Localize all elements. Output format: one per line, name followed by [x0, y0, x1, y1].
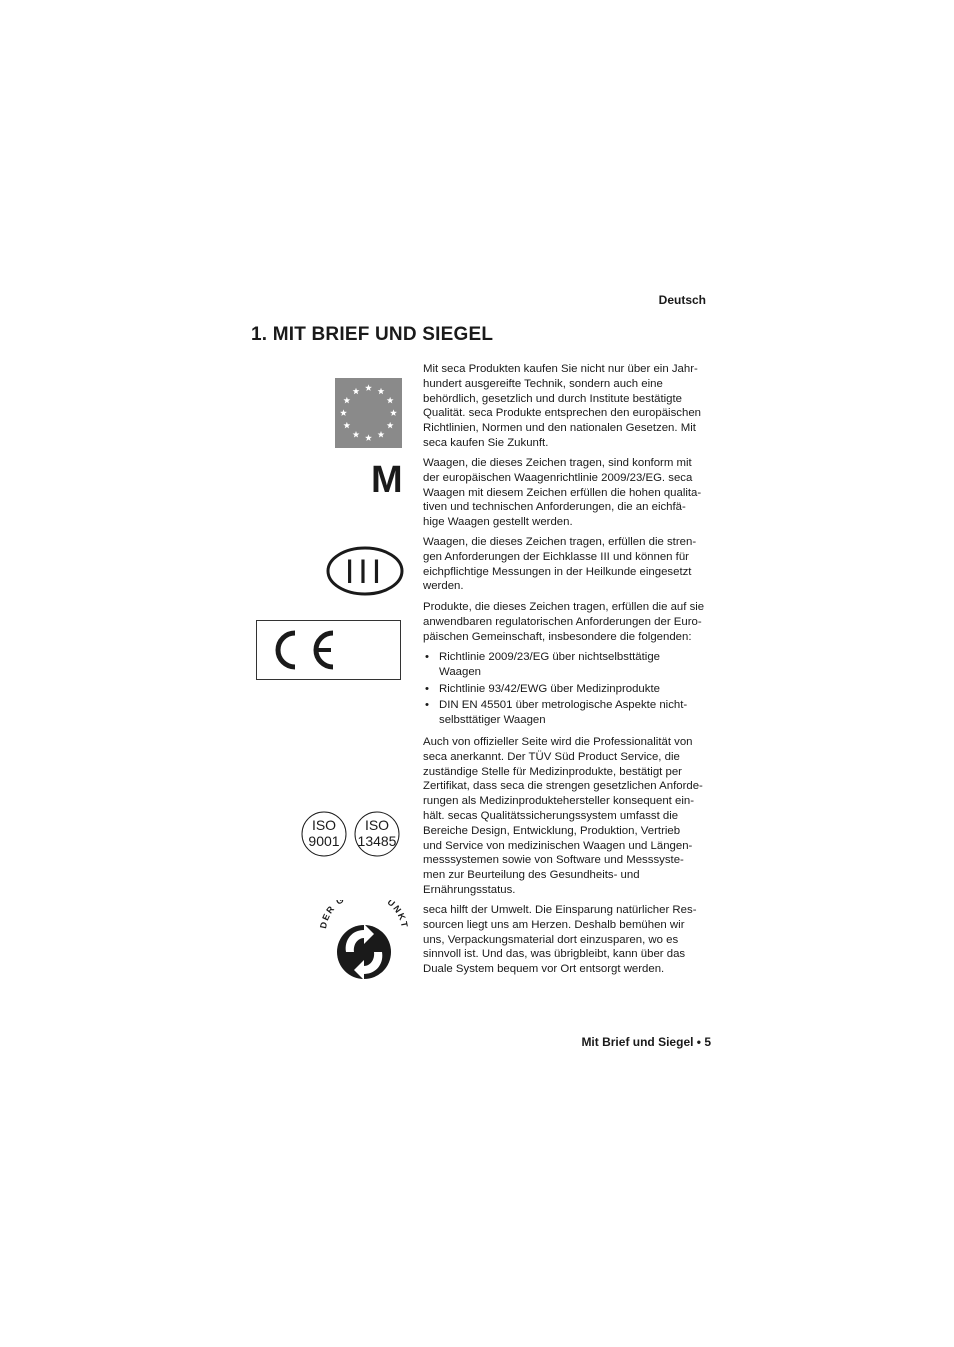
iso-paragraph: Auch von offizieller Seite wird die Professionalität von seca anerkannt. Der TÜV Süd Product Service, die zuständige Stelle für Medizinprodukte, bestätigt per Zertifikat, dass seca die strengen gesetzlichen Anforde- rungen als Medizinproduktehersteller konsequent ein- hält. secas Qualitätssicherungssystem umfasst die Bereiche Design, Entwicklung, Produktion, Vertrieb und Service von medizinischen Waagen und Längen- messsystemen sowie von Software und Messsyste- men zur Beurteilung des Gesundheits- und Ernährungsstatus.: [423, 736, 703, 896]
list-item: [423, 682, 713, 697]
eu-star-icon: [387, 422, 394, 429]
eu-star-icon: [365, 434, 372, 441]
list-item-text: DIN EN 45501 über metrologische Aspekte nicht- selbsttätiger Waagen: [439, 699, 688, 727]
list-item-text: Richtlinie 2009/23/EG über nichtselbsttätige Waagen: [439, 651, 660, 678]
eu-star-icon: [390, 409, 397, 416]
list-item: [423, 698, 713, 728]
iso-9001-label: ISO: [311, 817, 337, 833]
eu-star-icon: [353, 431, 360, 438]
eu-star-icon: [343, 422, 350, 429]
class-iii-text: III: [344, 553, 386, 591]
ce-mark-icon: [257, 621, 400, 679]
eu-flag-icon: [335, 378, 402, 448]
class-iii-paragraph: Waagen, die dieses Zeichen tragen, erfüllen die stren- gen Anforderungen der Eichklasse III und können für eichpflichtige Messungen in der Heilkunde eingesetzt werden.: [423, 536, 697, 593]
directive-list: [423, 650, 713, 730]
m-mark-paragraph: Waagen, die dieses Zeichen tragen, sind konform mit der europäischen Waagenrichtlinie 2009/23/EG. seca Waagen mit diesem Zeichen erfüllen die hohen qualita- tiven und technischen Anforderungen, die an eichfä- hige Waagen gestellt werden.: [423, 457, 702, 529]
ce-paragraph: Produkte, die dieses Zeichen tragen, erfüllen die auf sie anwendbaren regulatorischen Anforderungen der Euro- päischen Gemeinschaft, insbesondere die folgenden:: [423, 601, 705, 643]
m-metrology-mark: M: [371, 459, 403, 501]
ce-mark-box: [256, 620, 401, 680]
section-heading: 1. MIT BRIEF UND SIEGEL: [251, 324, 494, 345]
language-label: Deutsch: [658, 293, 706, 307]
class-iii-mark: [325, 545, 405, 602]
gruene-punkt-text: DER G UNKT: [318, 900, 410, 930]
eu-star-icon: [387, 397, 394, 404]
eu-star-icon: [378, 431, 385, 438]
eu-star-icon: [365, 384, 372, 391]
bullet-symbol: •: [425, 651, 429, 663]
eu-star-icon: [353, 388, 360, 395]
iso-13485-label: ISO: [364, 817, 390, 833]
list-item: [423, 650, 713, 680]
eu-star-icon: [378, 388, 385, 395]
list-item-text: Richtlinie 93/42/EWG über Medizinprodukte: [439, 682, 660, 695]
eu-star-icon: [343, 397, 350, 404]
iso-9001-number: 9001: [308, 833, 340, 849]
page-footer: Mit Brief und Siegel • 5: [581, 1035, 711, 1049]
eu-star-icon: [340, 409, 347, 416]
iso-13485-number: 13485: [357, 833, 397, 849]
svg-text:DER GRÜNE PUNKT: [318, 900, 410, 929]
ce-mark-label: CE: [257, 621, 259, 622]
bullet-symbol: •: [425, 682, 429, 695]
intro-paragraph: Mit seca Produkten kaufen Sie nicht nur über ein Jahr- hundert ausgereifte Technik, sondern auch eine behördlich, gesetzlich und durch Institute bestätigte Qualität. seca Produkte entsprechen den europäischen Richtlinien, Normen und den nationalen Gesetzen. Mit seca kaufen Sie Zukunft.: [423, 363, 701, 449]
environment-paragraph: seca hilft der Umwelt. Die Einsparung natürlicher Res- sourcen liegt uns am Herzen. Deshalb bemühen wir uns, Verpackungsmaterial dort einzusparen, wo es sinnvoll ist. Und das, was übrigbleibt, kann über das Duale System bequem vor Ort entsorgt werden.: [423, 904, 697, 976]
gruene-punkt-icon: [318, 900, 410, 987]
bullet-symbol: •: [425, 699, 429, 712]
iso-certification-marks: [301, 810, 401, 863]
eu-flag-stars: [335, 378, 402, 448]
